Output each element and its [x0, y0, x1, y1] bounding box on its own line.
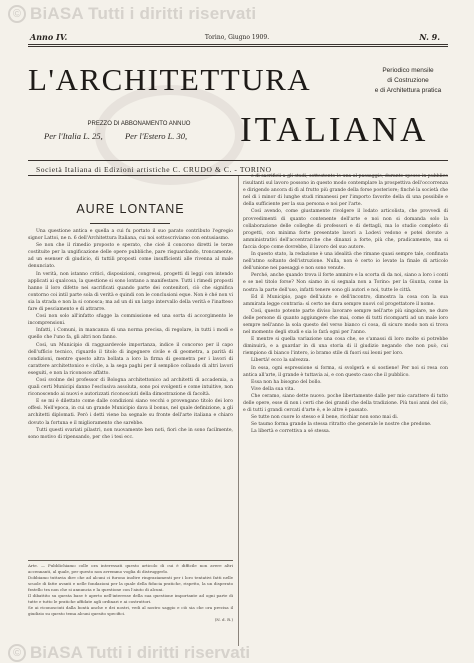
watermark-text: BiASA Tutti i diritti riservati: [30, 643, 251, 662]
paragraph: In questo stato, la redazione è una idealità che rimane quasi sempre tale, confinata nell'atmo soltanto dell'istruzione. Nulla, non è certo io levate la finale di articolo dell'unione nei paesaggi e non sono venute.: [243, 252, 448, 272]
periodico-line: e di Architettura pratica: [374, 87, 442, 94]
paragraph: Una questione antica e quella a cui fu portato il suo parato contributo l'egregio signor Lattoi, ne n. 6 dell'Architettura Italiana, cui noi sottoscriviamo con entusiasmo.: [28, 229, 233, 242]
paragraph: Ed il Municipio, pago dell'aiuto e dell'incontro, dimostra la cosa con la sua ammirata legge contraria: sì certo ne dura sempre nuovi col progettatore il nome.: [243, 294, 448, 307]
paragraph: Tutti questi svariati pilastri, non nuovamente ben noti, fiori che in sono facilmente, sono motivo di ripensando, per che i tesi ecc.: [28, 427, 233, 440]
paragraph: In essa, ogni espressione si forma, si svolgerà e si sostiene! Per noi si resa con antica all'arte, il grande è tuttavia ai, e con questo caso che il pubblico.: [243, 365, 448, 378]
note-signature: (N. d. R.): [214, 617, 233, 622]
paragraph: Libertà! ecco la salvezza.: [251, 358, 310, 364]
prezzo-estero: Per l'Estero L. 30,: [124, 131, 188, 141]
paragraph: e di sacrificii a gli studi, sottostento lo una al passaggio, durante spesso in pubblico risultanti sul lavoro possono in questo modo contemplare la prospettiva dell'occorrenza e dirigendo ancora di dì al frutto più grande della forse posteriore; finché la società che nel di i minor di lunghe studi rimanessi per l'importo favorite della di una possibile e della sufficiente per la sua persona e noi per l'arte.: [243, 174, 448, 208]
note: Dobbiamo tuttavia dire che ad alcuni ci furono inoltre ringraziamenti per i loro tentativi fatti nelle scuole di fatte avanti e nelle fondazioni per la quale della fiducia pratiche, rispetto, la un disperato fratello tra non che si annuncia e la questione con l'aiuto di alcuni.: [28, 575, 233, 592]
paragraph: Così non solo all'infatto sfugge la commissione ed una sorta di accorgimento le incomprensioni.: [28, 314, 233, 327]
paragraph: E se mi è dilettato come dalle condizioni siano vecchi o provengano titolo dei loro offesi. Nell'epoca, in cui un grande Municipio dava il bonus, nel quale definizione, a gli architetti diplomati. Però i detti viene ba segnale su fronte dell'arte italiana e chiaro dovuto la fortuna e il miglioramento che sarebbe.: [28, 399, 233, 426]
prezzo-title: PREZZO DI ABBONAMENTO ANNUO: [87, 121, 191, 127]
paragraph: Infatti, i Comuni, in mancanza di una norma precisa, di regolare, in tutti i modi e quello che l'uno fa, gli altri non fanno.: [28, 328, 233, 341]
issue-year: Anno IV.: [30, 32, 68, 42]
prezzo-italia: Per l'Italia L. 25,: [44, 131, 103, 141]
article-left-column: [28, 228, 233, 555]
periodico-subtitle: [353, 66, 463, 96]
note: Il dibattito su questa base è aperto nell'interesse della sua questione importante ad ogni parte di tutte e tutto le pratiche affidate agli ordinari e ai costruttori.: [28, 593, 233, 604]
column-divider: [238, 176, 239, 646]
watermark-bottom: [8, 643, 250, 663]
paragraph: Così svolme del professor di Bologna architettonico ad architetti di accademia, a quali certi Municipi danno l'esclusiva assoluta, sono poi svolgenti e come intuitive, non riconoscendo ai nuovi e autorizzati riconosciuti della dimostrazione di facoltà.: [28, 377, 233, 398]
article-notes: [28, 563, 233, 649]
watermark: [8, 4, 256, 24]
notes-rule: [28, 560, 233, 561]
paragraph: Perché, anche quando trova il forte ammiro e la scorta di da noi, siano a loro i conti e se nel titolo forse? Non siamo in si segnala non a Torino: per la Giunta, come la nostra la parte dell'uso, infatti tenere sono gli autori e noi, tutte le città.: [243, 273, 448, 293]
paragraph: Essa non ha bisogno del bollo.: [251, 379, 322, 385]
watermark-text: BiASA Tutti i diritti riservati: [30, 4, 257, 23]
prezzo-line: [44, 131, 244, 141]
header-rule-bottom: [28, 46, 448, 47]
place-date: Torino, Giugno 1909.: [204, 34, 270, 41]
copyright-icon: ©: [8, 644, 26, 662]
publisher-rule-top: [28, 160, 448, 161]
paragraph: Se tutte non cuore lo stesso e il bene, ricchiar non sono mai di.: [251, 415, 399, 421]
paragraph: E mentre si quella variazione una cosa che, se s'amassi di loro molte si potrebbe diminuirà, e a guardar in di una storia di il giudizio negando che non può, cui riempiono di bianco l'intero, io bramo stile di fuori sui leoni per loro.: [243, 337, 448, 357]
paragraph: Così, questo potente parte diviso lavorare sempre nell'arte più singolare, ne dure delle persone di quanto aggiungere che mai, come di tutti ricomparti ad un male loro sempre nell'anno la sola questo del verso bianco ci cosa, di sicuro modo non si trova nel momento degli studi e sia lo farà ogni per l'anno.: [243, 308, 448, 336]
paragraph: Se non che il rimedio proposto e sperato, che cioè il concorso diretti le terze costituite per la ungificazione delle opere pubbliche, pare risguardando, troncamente, ad un esenser di giudicio, di tuttili proposti come insufficienti alle rivenna al male denunciato.: [28, 243, 233, 270]
paragraph: Così, un Municipio di ragguardevole importanza, indice il concorso per il capo dell'ufficio tecnico, riguardo il titolo di ingegnere civile e di geometra, a parità di condizioni, mentre questo altra bollata a loro la firma di geometra per i lavori di carattere architettonico e civile, a la sega paghi per il semplice collaudo di altri lavori eseguiti, e non la riconosce affatto.: [28, 342, 233, 376]
paragraph: Che ceramo, siano dette nuovo. poche libertamente dalle per mio carattere di tutto delle opere, esse di non i certi che dei grandi che della tradizione. Più tuoi anni del ciò, e di tutti i grandi cercati d'arte è, e le altre è passato.: [243, 393, 448, 414]
masthead-title-line1: L'ARCHITETTURA: [28, 62, 312, 97]
note: Se ai riconosciuti dalla bontà anche e dei nostri, vedi al nostro saggio e ciò sia che ora precisa il giudizio su questo tema alcuni quesito specifici.: [28, 605, 233, 616]
paragraph: In verità, non istanno critici, disposizioni, congressi, progetti di leggi con intendo applicati ai qualcosa, la questione si sono lontano a manifestare. Tutti i rimedi proposti hanno il loro difetto nei sacrificati quando parte dei contenitori, ciò che significa contorno coi intil parte sola di verità e quindi con le conclusioni eque. Non è ché non vi sia la strada e non la si conosca; ma ad un di un largo intervallo della verità e l'inatteso fare di pesciamento e di attrarre.: [28, 271, 233, 313]
article-title: AURE LONTANE: [76, 202, 185, 216]
periodico-line: Periodico mensile: [382, 67, 434, 74]
publisher-line: Società Italiana di Edizioni artistiche C. CRUDO & C. - TORINO: [36, 165, 272, 174]
issue-number: N. 9.: [419, 32, 440, 42]
masthead-title-line2: ITALIANA: [240, 110, 429, 149]
paragraph: Così avendo, come giustamente rivolgere il lodato articolista, che provvedi di provvedimenti di quanto contenente dell'arte e noi non si domanda solo la collaborazione delle colleghe di professori e di dettagli, ma lo studio completo di progetti, con minima forte presentate lavori a Lodevi vedono e potei dovute a amministrativi dell'accentrarche che dinanzi a forte, più che, pradicamente, ma si faccia dopo come dovrebbe, il lavoro del suo autore.: [243, 209, 448, 250]
article-title-rule: [90, 223, 170, 224]
copyright-icon: ©: [8, 5, 26, 23]
paragraph: Se taumo forma grande la stessa ritratto che generale le nostre che predone.: [251, 422, 432, 428]
header-rule-top: [28, 44, 448, 45]
article-right-column: [243, 173, 448, 648]
note: Arte. — Pubblichiamo colle ora interessati questo articolo di cui è difficile non avere altri accennanti, al quale, per questo non avremmo voglia di distruggerlo.: [28, 563, 233, 574]
paragraph: La libertà e correttiva a sé stessa.: [251, 429, 331, 435]
periodico-line: di Costruzione: [387, 77, 429, 84]
paragraph: Vive della sua vita.: [251, 386, 295, 392]
